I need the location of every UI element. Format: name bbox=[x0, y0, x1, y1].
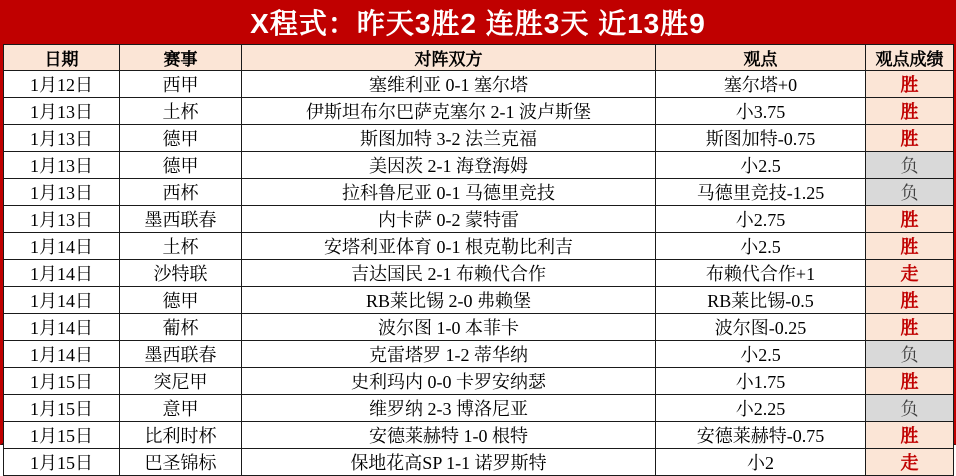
result-cell: 胜 bbox=[866, 71, 954, 98]
league-cell: 墨西联春 bbox=[120, 206, 242, 233]
table-row bbox=[4, 98, 954, 125]
match-cell: 塞维利亚 0-1 塞尔塔 bbox=[242, 71, 656, 98]
result-cell: 负 bbox=[866, 341, 954, 368]
match-cell: 安德莱赫特 1-0 根特 bbox=[242, 422, 656, 449]
table-row bbox=[4, 368, 954, 395]
date-cell: 1月12日 bbox=[4, 71, 120, 98]
league-cell: 土杯 bbox=[120, 98, 242, 125]
table-row bbox=[4, 179, 954, 206]
pick-cell: RB莱比锡-0.5 bbox=[656, 287, 866, 314]
league-cell: 比利时杯 bbox=[120, 422, 242, 449]
table-row bbox=[4, 422, 954, 449]
col-header-result: 观点成绩 bbox=[866, 45, 954, 71]
league-cell: 德甲 bbox=[120, 125, 242, 152]
match-cell: 拉科鲁尼亚 0-1 马德里竞技 bbox=[242, 179, 656, 206]
result-cell: 负 bbox=[866, 152, 954, 179]
league-cell: 墨西联春 bbox=[120, 341, 242, 368]
table-row bbox=[4, 287, 954, 314]
table-row bbox=[4, 71, 954, 98]
results-table bbox=[3, 44, 954, 476]
result-cell: 胜 bbox=[866, 125, 954, 152]
match-cell: 史利玛内 0-0 卡罗安纳瑟 bbox=[242, 368, 656, 395]
col-header-pick: 观点 bbox=[656, 45, 866, 71]
league-cell: 巴圣锦标 bbox=[120, 449, 242, 476]
date-cell: 1月13日 bbox=[4, 98, 120, 125]
date-cell: 1月15日 bbox=[4, 368, 120, 395]
date-cell: 1月14日 bbox=[4, 260, 120, 287]
date-cell: 1月13日 bbox=[4, 179, 120, 206]
result-cell: 走 bbox=[866, 260, 954, 287]
date-cell: 1月15日 bbox=[4, 395, 120, 422]
pick-cell: 塞尔塔+0 bbox=[656, 71, 866, 98]
table-row bbox=[4, 395, 954, 422]
pick-cell: 小2 bbox=[656, 449, 866, 476]
pick-cell: 小3.75 bbox=[656, 98, 866, 125]
table-body bbox=[4, 71, 954, 476]
date-cell: 1月13日 bbox=[4, 125, 120, 152]
result-cell: 胜 bbox=[866, 233, 954, 260]
match-cell: 内卡萨 0-2 蒙特雷 bbox=[242, 206, 656, 233]
pick-cell: 小2.5 bbox=[656, 152, 866, 179]
league-cell: 西杯 bbox=[120, 179, 242, 206]
date-cell: 1月14日 bbox=[4, 287, 120, 314]
page-title: X程式：昨天3胜2 连胜3天 近13胜9 bbox=[250, 8, 706, 39]
pick-cell: 小2.5 bbox=[656, 233, 866, 260]
banner bbox=[3, 0, 953, 44]
league-cell: 葡杯 bbox=[120, 314, 242, 341]
league-cell: 德甲 bbox=[120, 152, 242, 179]
match-cell: 斯图加特 3-2 法兰克福 bbox=[242, 125, 656, 152]
table-row bbox=[4, 341, 954, 368]
date-cell: 1月15日 bbox=[4, 449, 120, 476]
date-cell: 1月13日 bbox=[4, 152, 120, 179]
pick-cell: 小1.75 bbox=[656, 368, 866, 395]
result-cell: 胜 bbox=[866, 422, 954, 449]
table-row bbox=[4, 206, 954, 233]
result-cell: 胜 bbox=[866, 368, 954, 395]
result-cell: 胜 bbox=[866, 206, 954, 233]
col-header-league: 赛事 bbox=[120, 45, 242, 71]
table-row bbox=[4, 233, 954, 260]
match-cell: 波尔图 1-0 本菲卡 bbox=[242, 314, 656, 341]
league-cell: 西甲 bbox=[120, 71, 242, 98]
pick-cell: 马德里竞技-1.25 bbox=[656, 179, 866, 206]
pick-cell: 安德莱赫特-0.75 bbox=[656, 422, 866, 449]
table-row bbox=[4, 152, 954, 179]
match-cell: RB莱比锡 2-0 弗赖堡 bbox=[242, 287, 656, 314]
match-cell: 维罗纳 2-3 博洛尼亚 bbox=[242, 395, 656, 422]
table-header-row bbox=[4, 45, 954, 71]
date-cell: 1月15日 bbox=[4, 422, 120, 449]
date-cell: 1月13日 bbox=[4, 206, 120, 233]
table-row bbox=[4, 314, 954, 341]
date-cell: 1月14日 bbox=[4, 233, 120, 260]
league-cell: 德甲 bbox=[120, 287, 242, 314]
match-cell: 伊斯坦布尔巴萨克塞尔 2-1 波卢斯堡 bbox=[242, 98, 656, 125]
date-cell: 1月14日 bbox=[4, 314, 120, 341]
result-cell: 走 bbox=[866, 449, 954, 476]
pick-cell: 小2.25 bbox=[656, 395, 866, 422]
pick-cell: 布赖代合作+1 bbox=[656, 260, 866, 287]
pick-cell: 斯图加特-0.75 bbox=[656, 125, 866, 152]
match-cell: 吉达国民 2-1 布赖代合作 bbox=[242, 260, 656, 287]
league-cell: 土杯 bbox=[120, 233, 242, 260]
col-header-date: 日期 bbox=[4, 45, 120, 71]
col-header-match: 对阵双方 bbox=[242, 45, 656, 71]
result-cell: 胜 bbox=[866, 98, 954, 125]
match-cell: 安塔利亚体育 0-1 根克勒比利吉 bbox=[242, 233, 656, 260]
table-row bbox=[4, 260, 954, 287]
match-cell: 克雷塔罗 1-2 蒂华纳 bbox=[242, 341, 656, 368]
pick-cell: 小2.75 bbox=[656, 206, 866, 233]
league-cell: 突尼甲 bbox=[120, 368, 242, 395]
table-row bbox=[4, 449, 954, 476]
result-cell: 负 bbox=[866, 395, 954, 422]
match-cell: 美因茨 2-1 海登海姆 bbox=[242, 152, 656, 179]
table-row bbox=[4, 125, 954, 152]
league-cell: 沙特联 bbox=[120, 260, 242, 287]
result-cell: 负 bbox=[866, 179, 954, 206]
result-cell: 胜 bbox=[866, 314, 954, 341]
league-cell: 意甲 bbox=[120, 395, 242, 422]
pick-cell: 波尔图-0.25 bbox=[656, 314, 866, 341]
match-cell: 保地花高SP 1-1 诺罗斯特 bbox=[242, 449, 656, 476]
result-cell: 胜 bbox=[866, 287, 954, 314]
pick-cell: 小2.5 bbox=[656, 341, 866, 368]
date-cell: 1月14日 bbox=[4, 341, 120, 368]
